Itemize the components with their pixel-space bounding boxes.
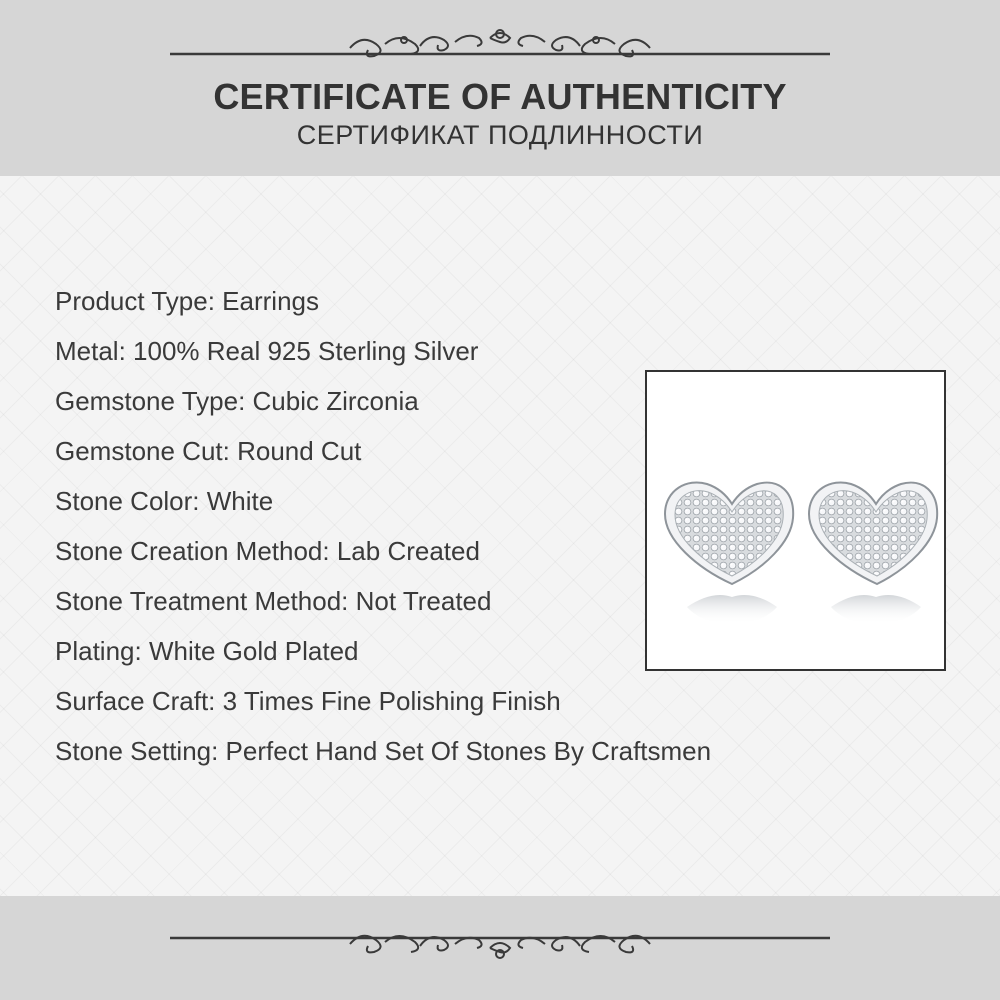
footer-band: [0, 896, 1000, 1000]
scroll-ornament-icon: [0, 920, 1000, 960]
left-earring: [665, 482, 793, 624]
spec-gemstone-cut: Gemstone Cut: Round Cut: [55, 436, 362, 466]
certificate-title: CERTIFICATE OF AUTHENTICITY: [213, 76, 787, 117]
spec-stone-setting: Stone Setting: Perfect Hand Set Of Stones By Craftsmen: [55, 736, 712, 766]
product-photo: [645, 370, 946, 671]
heart-stud-earrings-icon: [647, 372, 944, 669]
header-band: [0, 0, 1000, 176]
spec-list: [55, 282, 711, 782]
scroll-ornament-icon: [0, 22, 1000, 62]
right-earring: [809, 482, 937, 624]
spec-metal: Metal: 100% Real 925 Sterling Silver: [55, 336, 479, 366]
spec-product-type: Product Type: Earrings: [55, 286, 319, 316]
certificate-title-russian: СЕРТИФИКАТ ПОДЛИННОСТИ: [296, 120, 704, 150]
spec-stone-creation-method: Stone Creation Method: Lab Created: [55, 536, 480, 566]
spec-stone-color: Stone Color: White: [55, 486, 274, 516]
spec-plating: Plating: White Gold Plated: [55, 636, 359, 666]
spec-gemstone-type: Gemstone Type: Cubic Zirconia: [55, 386, 419, 416]
spec-surface-craft: Surface Craft: 3 Times Fine Polishing Finish: [55, 686, 561, 716]
spec-stone-treatment-method: Stone Treatment Method: Not Treated: [55, 586, 492, 616]
